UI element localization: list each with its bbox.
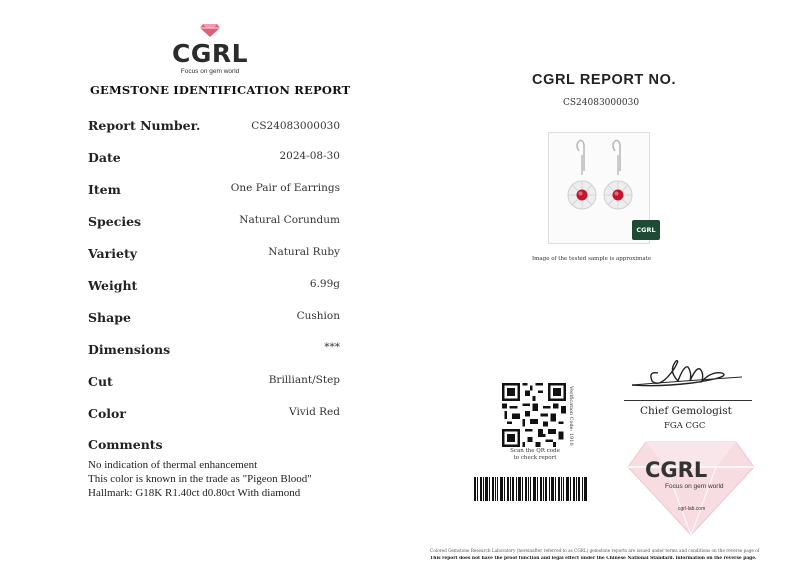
gem-icon bbox=[200, 23, 220, 37]
field-weight bbox=[88, 278, 340, 298]
cgrl-logo bbox=[168, 22, 252, 75]
scan-instructions bbox=[505, 448, 565, 462]
report-no-title: CGRL REPORT NO. bbox=[532, 72, 677, 88]
field-dimensions bbox=[88, 342, 340, 362]
comment-line: This color is known in the trade as "Pigeon Blood" bbox=[88, 473, 312, 485]
verification-code: Verification Code: 1910 bbox=[568, 386, 574, 446]
field-value: Natural Corundum bbox=[239, 214, 340, 226]
field-variety bbox=[88, 246, 340, 266]
comment-line: Hallmark: G18K R1.40ct d0.80ct With diamond bbox=[88, 487, 301, 499]
chief-gemologist: Chief Gemologist bbox=[640, 405, 732, 417]
field-cut bbox=[88, 374, 340, 394]
field-value: CS24083000030 bbox=[251, 120, 340, 132]
field-label: Color bbox=[88, 406, 126, 421]
footer-legal-note: This report does not have the proof function and legal effect under the Chinese National Standard. information on the reverse page. bbox=[430, 556, 757, 561]
signature bbox=[622, 345, 752, 405]
field-shape bbox=[88, 310, 340, 330]
gemologist-credentials: FGA CGC bbox=[664, 421, 706, 431]
cgrl-badge bbox=[632, 220, 660, 240]
photo-caption: Image of the tested sample is approximate bbox=[532, 256, 652, 262]
field-value: One Pair of Earrings bbox=[230, 182, 340, 194]
field-date bbox=[88, 150, 340, 170]
field-label: Variety bbox=[88, 246, 137, 261]
field-label: Date bbox=[88, 150, 121, 165]
watermark-brand: CGRL bbox=[645, 458, 708, 482]
field-value: Vivid Red bbox=[289, 406, 340, 418]
field-value: Brilliant/Step bbox=[268, 374, 340, 386]
badge-text: CGRL bbox=[636, 226, 656, 234]
scan-line-1: Scan the QR code bbox=[510, 448, 560, 454]
report-no-value: CS24083000030 bbox=[563, 98, 640, 108]
field-label: Shape bbox=[88, 310, 131, 325]
signature-line bbox=[624, 400, 752, 401]
logo-brand: CGRL bbox=[171, 39, 249, 68]
comment-line: No indication of thermal enhancement bbox=[88, 459, 258, 471]
barcode bbox=[474, 477, 588, 501]
field-color bbox=[88, 406, 340, 426]
field-report-number bbox=[88, 118, 340, 138]
field-label: Species bbox=[88, 214, 142, 229]
field-value: Natural Ruby bbox=[268, 246, 340, 258]
field-label: Dimensions bbox=[88, 342, 171, 357]
scan-line-2: to check report bbox=[513, 455, 557, 461]
watermark-url: cgrl-lab.com bbox=[678, 506, 706, 512]
field-label: Cut bbox=[88, 374, 113, 389]
field-species bbox=[88, 214, 340, 234]
logo-tagline: Focus on gem world bbox=[180, 68, 240, 75]
field-label: Report Number. bbox=[88, 118, 201, 133]
qr-code[interactable] bbox=[502, 383, 566, 447]
footer-disclaimer: Colored Gemstone Research Laboratory (hereinafter referred to as CGRL) gemstone reports are issued under terms and conditions on the reverse page of bbox=[430, 548, 760, 553]
report-title: GEMSTONE IDENTIFICATION REPORT bbox=[90, 83, 351, 97]
field-item bbox=[88, 182, 340, 202]
field-value: 6.99g bbox=[309, 278, 340, 290]
field-label: Weight bbox=[88, 278, 138, 293]
field-value: *** bbox=[324, 341, 340, 353]
comments-title: Comments bbox=[88, 437, 163, 452]
field-label: Item bbox=[88, 182, 121, 197]
watermark-tagline: Focus on gem world bbox=[665, 483, 724, 490]
field-value: Cushion bbox=[296, 310, 340, 322]
field-value: 2024-08-30 bbox=[279, 150, 340, 162]
